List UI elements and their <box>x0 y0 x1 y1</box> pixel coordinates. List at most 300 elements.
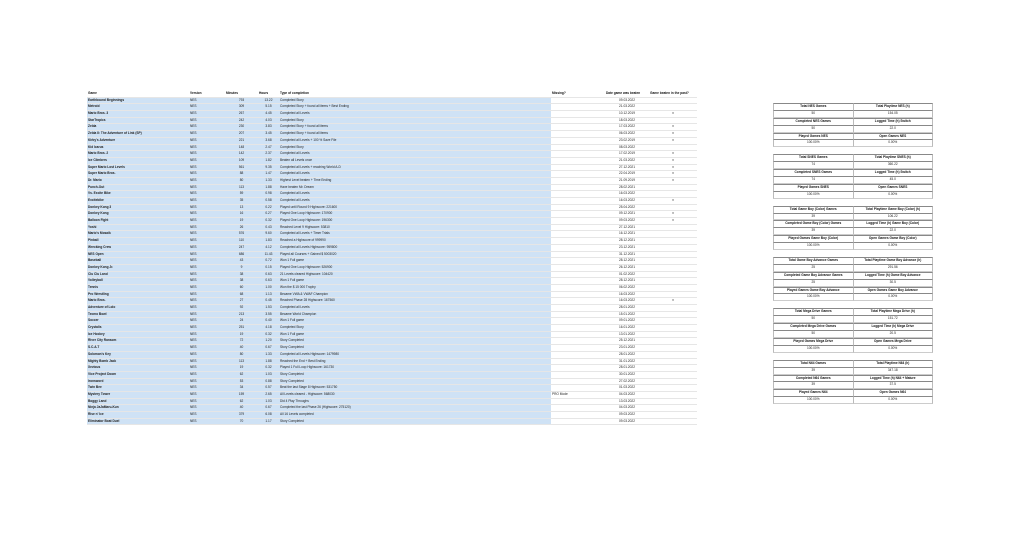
table-row[interactable] <box>87 371 697 378</box>
stats-label[interactable]: Logged Time (h) Switch <box>854 118 934 126</box>
stats-label[interactable]: Played Games Game Boy (Color) <box>773 235 854 243</box>
cell-date[interactable]: 09.03.2022 <box>605 418 649 425</box>
cell-hours[interactable]: 2.37 <box>258 151 279 158</box>
cell-hours[interactable]: 1.53 <box>258 305 279 312</box>
cell-missing[interactable] <box>551 171 605 178</box>
cell-hours[interactable]: 5.15 <box>258 104 279 111</box>
stats-label[interactable]: Total Playtime Game Boy Advance (h) <box>854 257 934 265</box>
cell-version[interactable]: NES <box>189 418 225 425</box>
cell-game[interactable]: Baseball <box>87 258 189 265</box>
cell-missing[interactable] <box>551 224 605 231</box>
cell-missing[interactable] <box>551 151 605 158</box>
cell-type[interactable]: Story Completed <box>279 418 551 425</box>
cell-hours[interactable]: 1.88 <box>258 358 279 365</box>
cell-version[interactable]: NES <box>189 264 225 271</box>
cell-game[interactable]: Ice Climbers <box>87 157 189 164</box>
cell-hours[interactable]: 0.98 <box>258 191 279 198</box>
cell-past[interactable] <box>649 144 697 151</box>
cell-hours[interactable]: 0.63 <box>258 271 279 278</box>
cell-past[interactable] <box>649 291 697 298</box>
cell-date[interactable]: 23.01.2022 <box>605 345 649 352</box>
stats-value[interactable]: 0.00% <box>854 294 934 301</box>
stats-label[interactable]: Total Playtime NES (h) <box>854 103 934 111</box>
cell-minutes[interactable]: 80 <box>225 351 258 358</box>
cell-hours[interactable]: 3.45 <box>258 131 279 138</box>
cell-version[interactable]: NES <box>189 238 225 245</box>
cell-game[interactable]: Zelda II: The Adventure of Link (SP) <box>87 131 189 138</box>
cell-version[interactable]: NES <box>189 351 225 358</box>
cell-version[interactable]: NES <box>189 164 225 171</box>
stats-value[interactable]: 106.22 <box>854 214 934 221</box>
stats-label[interactable]: Open Games Game Boy Advance <box>854 287 934 295</box>
cell-missing[interactable] <box>551 258 605 265</box>
cell-date[interactable]: 28.01.2022 <box>605 365 649 372</box>
cell-version[interactable]: NES <box>189 412 225 419</box>
stats-label[interactable]: Total NES Games <box>773 103 854 111</box>
cell-type[interactable]: Completed Story + found all items <box>279 124 551 131</box>
cell-type[interactable]: Completed all Levels <box>279 151 551 158</box>
cell-type[interactable]: Beaten all Levels once <box>279 157 551 164</box>
stats-value[interactable]: 45.0 <box>854 177 934 184</box>
table-row[interactable] <box>87 111 697 118</box>
stats-value[interactable]: 50 <box>773 126 854 133</box>
cell-past[interactable]: x <box>649 137 697 144</box>
cell-missing[interactable] <box>551 244 605 251</box>
cell-type[interactable]: All 16 Levels completed <box>279 412 551 419</box>
cell-version[interactable]: NES <box>189 318 225 325</box>
cell-type[interactable]: Reached Phase 28 Highscore: 167560 <box>279 298 551 305</box>
cell-date[interactable]: 21.03.2022 <box>605 157 649 164</box>
cell-past[interactable] <box>649 412 697 419</box>
cell-version[interactable]: NES <box>189 124 225 131</box>
cell-minutes[interactable]: 38 <box>225 278 258 285</box>
cell-type[interactable]: Reached a Highscore of 999990 <box>279 238 551 245</box>
cell-hours[interactable]: 0.40 <box>258 318 279 325</box>
cell-missing[interactable] <box>551 331 605 338</box>
cell-game[interactable]: Clu Clu Land <box>87 271 189 278</box>
cell-version[interactable]: NES <box>189 184 225 191</box>
cell-date[interactable]: 25.04.2022 <box>605 204 649 211</box>
stats-label[interactable]: Open Games N64 <box>854 389 934 397</box>
cell-hours[interactable]: 0.57 <box>258 385 279 392</box>
header-version[interactable]: Version <box>189 91 225 97</box>
cell-version[interactable]: NES <box>189 244 225 251</box>
cell-missing[interactable] <box>551 157 605 164</box>
cell-game[interactable]: Boggy Land <box>87 398 189 405</box>
cell-past[interactable] <box>649 258 697 265</box>
cell-hours[interactable]: 9.60 <box>258 231 279 238</box>
stats-value[interactable]: 50 <box>773 331 854 338</box>
stats-value[interactable]: 100.00% <box>773 397 854 404</box>
stats-label[interactable]: Played Games SNES <box>773 184 854 192</box>
stats-value[interactable]: 74 <box>773 162 854 169</box>
cell-missing[interactable] <box>551 298 605 305</box>
cell-date[interactable]: 06.03.2022 <box>605 131 649 138</box>
cell-past[interactable] <box>649 311 697 318</box>
header-hours[interactable]: Hours <box>258 91 279 97</box>
stats-value[interactable]: 0.00% <box>854 140 934 147</box>
cell-game[interactable]: Ninja JaJaMaru-Kun <box>87 405 189 412</box>
table-row[interactable] <box>87 117 697 124</box>
cell-minutes[interactable]: 13 <box>225 204 258 211</box>
stats-label[interactable]: Logged Time (h) Mega Drive <box>854 323 934 331</box>
cell-minutes[interactable]: 221 <box>225 137 258 144</box>
stats-label[interactable]: Played Games Mega Drive <box>773 338 854 346</box>
cell-game[interactable]: Super Mario Lost Levels <box>87 164 189 171</box>
cell-past[interactable]: x <box>649 111 697 118</box>
cell-type[interactable]: Played all Courses + Gained $ 5003020 <box>279 251 551 258</box>
cell-minutes[interactable]: 92 <box>225 305 258 312</box>
table-row[interactable] <box>87 358 697 365</box>
cell-game[interactable]: StarTropics <box>87 117 189 124</box>
cell-type[interactable]: Completed all Levels + Timer Trials <box>279 231 551 238</box>
cell-past[interactable]: x <box>649 177 697 184</box>
cell-past[interactable]: x <box>649 218 697 225</box>
table-row[interactable] <box>87 385 697 392</box>
cell-past[interactable] <box>649 405 697 412</box>
table-row[interactable] <box>87 244 697 251</box>
cell-version[interactable]: NES <box>189 371 225 378</box>
cell-minutes[interactable]: 148 <box>225 144 258 151</box>
cell-hours[interactable]: 1.03 <box>258 398 279 405</box>
cell-version[interactable]: NES <box>189 291 225 298</box>
cell-date[interactable]: 13.01.2022 <box>605 331 649 338</box>
cell-game[interactable]: Dr. Mario <box>87 177 189 184</box>
table-row[interactable] <box>87 171 697 178</box>
cell-hours[interactable]: 0.67 <box>258 405 279 412</box>
stats-value[interactable]: 100.00% <box>773 192 854 199</box>
cell-minutes[interactable]: 142 <box>225 151 258 158</box>
cell-hours[interactable]: 4.45 <box>258 111 279 118</box>
cell-date[interactable]: 28.12.2021 <box>605 238 649 245</box>
cell-hours[interactable]: 1.00 <box>258 284 279 291</box>
cell-hours[interactable]: 6.08 <box>258 412 279 419</box>
stats-label[interactable]: Completed N64 Games <box>773 375 854 383</box>
stats-label[interactable]: Completed SNES Games <box>773 169 854 177</box>
cell-date[interactable]: 16.12.2021 <box>605 231 649 238</box>
cell-type[interactable]: Won 1 Full game <box>279 278 551 285</box>
cell-date[interactable]: 16.03.2022 <box>605 298 649 305</box>
cell-minutes[interactable]: 793 <box>225 97 258 104</box>
stats-value[interactable]: 347.18 <box>854 368 934 375</box>
cell-hours[interactable]: 1.88 <box>258 184 279 191</box>
table-row[interactable] <box>87 144 697 151</box>
cell-hours[interactable]: 0.72 <box>258 258 279 265</box>
cell-hours[interactable]: 0.67 <box>258 345 279 352</box>
cell-missing[interactable] <box>551 218 605 225</box>
table-row[interactable] <box>87 345 697 352</box>
cell-missing[interactable] <box>551 111 605 118</box>
cell-version[interactable]: NES <box>189 137 225 144</box>
stats-value[interactable]: 50 <box>773 316 854 323</box>
cell-missing[interactable] <box>551 412 605 419</box>
cell-game[interactable]: Adventure of Lolo <box>87 305 189 312</box>
cell-hours[interactable]: 1.17 <box>258 418 279 425</box>
cell-game[interactable]: Solomon's Key <box>87 351 189 358</box>
cell-missing[interactable] <box>551 184 605 191</box>
cell-hours[interactable]: 0.15 <box>258 264 279 271</box>
stats-label[interactable]: Completed Mega Drive Games <box>773 323 854 331</box>
cell-hours[interactable]: 13.22 <box>258 97 279 104</box>
cell-hours[interactable]: 1.33 <box>258 351 279 358</box>
cell-minutes[interactable]: 40 <box>225 345 258 352</box>
cell-date[interactable]: 01.02.2022 <box>605 271 649 278</box>
table-row[interactable] <box>87 131 697 138</box>
cell-version[interactable]: NES <box>189 325 225 332</box>
cell-minutes[interactable]: 213 <box>225 311 258 318</box>
cell-game[interactable]: Mighty Bomb Jack <box>87 358 189 365</box>
cell-date[interactable]: 04.03.2022 <box>605 391 649 398</box>
cell-game[interactable]: Zelda <box>87 124 189 131</box>
cell-missing[interactable] <box>551 131 605 138</box>
cell-type[interactable]: Played One Loop Highscore: 170900 <box>279 211 551 218</box>
header-game[interactable]: Game <box>87 91 189 97</box>
cell-hours[interactable]: 0.22 <box>258 204 279 211</box>
stats-label[interactable]: Completed Game Boy (Color) Games <box>773 220 854 228</box>
cell-game[interactable]: Vice Project Doom <box>87 371 189 378</box>
cell-hours[interactable]: 1.83 <box>258 238 279 245</box>
stats-label[interactable]: Total Playtime Game Boy (Color) (h) <box>854 206 934 214</box>
cell-date[interactable]: 16.01.2022 <box>605 325 649 332</box>
cell-past[interactable] <box>649 184 697 191</box>
cell-game[interactable]: Wrecking Crew <box>87 244 189 251</box>
stats-label[interactable]: Played Games NES <box>773 133 854 141</box>
cell-minutes[interactable]: 27 <box>225 298 258 305</box>
cell-minutes[interactable]: 576 <box>225 231 258 238</box>
cell-hours[interactable]: 1.82 <box>258 157 279 164</box>
table-row[interactable] <box>87 137 697 144</box>
cell-hours[interactable]: 1.13 <box>258 291 279 298</box>
header-type[interactable]: Type of completion <box>279 91 551 97</box>
cell-date[interactable]: 16.03.2022 <box>605 198 649 205</box>
table-row[interactable] <box>87 177 697 184</box>
cell-past[interactable] <box>649 224 697 231</box>
cell-version[interactable]: NES <box>189 97 225 104</box>
cell-type[interactable]: Won 1 Full game <box>279 331 551 338</box>
table-row[interactable] <box>87 331 697 338</box>
cell-missing[interactable] <box>551 191 605 198</box>
cell-version[interactable]: NES <box>189 224 225 231</box>
cell-date[interactable]: 16.03.2022 <box>605 291 649 298</box>
cell-version[interactable]: NES <box>189 218 225 225</box>
cell-game[interactable]: Ironsword <box>87 378 189 385</box>
cell-type[interactable]: Completed all Levels <box>279 191 551 198</box>
stats-value[interactable]: 0.00% <box>854 346 934 353</box>
cell-past[interactable] <box>649 331 697 338</box>
table-row[interactable] <box>87 311 697 318</box>
stats-label[interactable]: Logged Time (h) Game Boy Advance <box>854 272 934 280</box>
table-row[interactable] <box>87 271 697 278</box>
cell-date[interactable]: 28.01.2022 <box>605 351 649 358</box>
cell-version[interactable]: NES <box>189 111 225 118</box>
cell-past[interactable] <box>649 244 697 251</box>
table-row[interactable] <box>87 258 697 265</box>
cell-type[interactable]: Completed all Levels + 100 % Save File <box>279 137 551 144</box>
stats-value[interactable]: 151.72 <box>854 316 934 323</box>
cell-hours[interactable]: 3.55 <box>258 311 279 318</box>
cell-version[interactable]: NES <box>189 191 225 198</box>
cell-game[interactable]: Crystalis <box>87 325 189 332</box>
cell-version[interactable]: NES <box>189 378 225 385</box>
cell-past[interactable] <box>649 305 697 312</box>
cell-hours[interactable]: 4.18 <box>258 325 279 332</box>
cell-game[interactable]: Twin Bee <box>87 385 189 392</box>
cell-hours[interactable]: 1.47 <box>258 171 279 178</box>
cell-missing[interactable]: PRO Mode <box>551 391 605 398</box>
cell-missing[interactable] <box>551 104 605 111</box>
cell-type[interactable]: Completed Story <box>279 117 551 124</box>
cell-minutes[interactable]: 309 <box>225 104 258 111</box>
cell-type[interactable]: Completed all Levels Highscore: 1479980 <box>279 351 551 358</box>
cell-minutes[interactable]: 34 <box>225 385 258 392</box>
cell-date[interactable]: 04.03.2022 <box>605 405 649 412</box>
cell-past[interactable] <box>649 104 697 111</box>
cell-minutes[interactable]: 43 <box>225 258 258 265</box>
cell-past[interactable] <box>649 345 697 352</box>
stats-label[interactable]: Total N64 Games <box>773 360 854 368</box>
cell-minutes[interactable]: 207 <box>225 131 258 138</box>
cell-game[interactable]: Volleyball <box>87 278 189 285</box>
stats-value[interactable]: 20.5 <box>854 331 934 338</box>
cell-date[interactable]: 17.03.2022 <box>605 124 649 131</box>
stats-label[interactable]: Logged Time (h) N64 + Mature <box>854 375 934 383</box>
stats-label[interactable]: Logged Time (h) Game Boy (Color) <box>854 220 934 228</box>
cell-version[interactable]: NES <box>189 398 225 405</box>
cell-game[interactable]: Metroid <box>87 104 189 111</box>
cell-version[interactable]: NES <box>189 365 225 372</box>
cell-date[interactable]: 16.03.2022 <box>605 191 649 198</box>
cell-version[interactable]: NES <box>189 298 225 305</box>
cell-past[interactable]: x <box>649 151 697 158</box>
cell-past[interactable] <box>649 264 697 271</box>
cell-type[interactable]: Played One Loop Highscore: 526900 <box>279 264 551 271</box>
cell-type[interactable]: Highest Level beaten + Time Ending <box>279 177 551 184</box>
header-past[interactable]: Game beaten in the past? <box>649 91 697 97</box>
cell-type[interactable]: Played until Round 9 Highscore: 221600 <box>279 204 551 211</box>
cell-past[interactable] <box>649 371 697 378</box>
cell-version[interactable]: NES <box>189 198 225 205</box>
stats-label[interactable]: Completed NES Games <box>773 118 854 126</box>
cell-date[interactable]: 28.12.2021 <box>605 258 649 265</box>
cell-minutes[interactable]: 68 <box>225 291 258 298</box>
cell-date[interactable]: 09.03.2022 <box>605 97 649 104</box>
cell-minutes[interactable]: 88 <box>225 171 258 178</box>
cell-version[interactable]: NES <box>189 177 225 184</box>
cell-missing[interactable] <box>551 198 605 205</box>
cell-past[interactable] <box>649 238 697 245</box>
cell-past[interactable]: x <box>649 298 697 305</box>
cell-hours[interactable]: 0.58 <box>258 198 279 205</box>
table-row[interactable] <box>87 164 697 171</box>
cell-type[interactable]: All Levels cleared - Highscore: 568030 <box>279 391 551 398</box>
cell-game[interactable]: Rise n' Ice <box>87 412 189 419</box>
cell-missing[interactable] <box>551 124 605 131</box>
stats-value[interactable]: 0.00% <box>854 243 934 250</box>
table-row[interactable] <box>87 184 697 191</box>
cell-minutes[interactable]: 53 <box>225 378 258 385</box>
cell-date[interactable]: 27.02.2022 <box>605 378 649 385</box>
cell-version[interactable]: NES <box>189 131 225 138</box>
cell-missing[interactable] <box>551 385 605 392</box>
cell-game[interactable]: Kid Icarus <box>87 144 189 151</box>
cell-type[interactable]: Completed Story <box>279 97 551 104</box>
table-row[interactable] <box>87 405 697 412</box>
stats-label[interactable]: Total Mega Drive Games <box>773 308 854 316</box>
cell-game[interactable]: Donkey Kong <box>87 211 189 218</box>
stats-value[interactable]: 39 <box>773 368 854 375</box>
table-row[interactable] <box>87 104 697 111</box>
cell-type[interactable]: Became VWA & VWAF Champion <box>279 291 551 298</box>
cell-game[interactable]: Soccer <box>87 318 189 325</box>
cell-version[interactable]: NES <box>189 117 225 124</box>
table-row[interactable] <box>87 351 697 358</box>
cell-version[interactable]: NES <box>189 104 225 111</box>
cell-minutes[interactable]: 19 <box>225 331 258 338</box>
cell-minutes[interactable]: 110 <box>225 238 258 245</box>
cell-date[interactable]: 09.01.2022 <box>605 318 649 325</box>
stats-label[interactable]: Logged Time (h) Switch <box>854 169 934 177</box>
stats-value[interactable]: 100.00% <box>773 346 854 353</box>
cell-past[interactable]: x <box>649 171 697 178</box>
cell-past[interactable] <box>649 378 697 385</box>
cell-hours[interactable]: 0.45 <box>258 298 279 305</box>
cell-past[interactable] <box>649 231 697 238</box>
cell-game[interactable]: NES Open <box>87 251 189 258</box>
cell-past[interactable] <box>649 385 697 392</box>
cell-minutes[interactable]: 242 <box>225 117 258 124</box>
cell-past[interactable] <box>649 271 697 278</box>
cell-missing[interactable] <box>551 251 605 258</box>
cell-date[interactable]: 23.12.2021 <box>605 244 649 251</box>
cell-version[interactable]: NES <box>189 157 225 164</box>
cell-date[interactable]: 18.03.2022 <box>605 117 649 124</box>
table-row[interactable] <box>87 305 697 312</box>
cell-missing[interactable] <box>551 284 605 291</box>
cell-date[interactable]: 21.09.2019 <box>605 177 649 184</box>
cell-missing[interactable] <box>551 271 605 278</box>
cell-date[interactable]: 22.04.2019 <box>605 171 649 178</box>
cell-minutes[interactable]: 60 <box>225 284 258 291</box>
cell-type[interactable]: Story Completed <box>279 338 551 345</box>
table-row[interactable] <box>87 204 697 211</box>
cell-type[interactable]: Played One Loop Highscore: 196300 <box>279 218 551 225</box>
cell-missing[interactable] <box>551 238 605 245</box>
cell-hours[interactable]: 3.83 <box>258 124 279 131</box>
stats-label[interactable]: Total Playtime SNES (h) <box>854 154 934 162</box>
cell-version[interactable]: NES <box>189 251 225 258</box>
cell-missing[interactable] <box>551 231 605 238</box>
cell-missing[interactable] <box>551 325 605 332</box>
cell-type[interactable]: Completed Story + found all items + Best Ending <box>279 104 551 111</box>
cell-game[interactable]: Ice Hockey <box>87 331 189 338</box>
cell-type[interactable]: Story Completed <box>279 345 551 352</box>
cell-hours[interactable]: 4.03 <box>258 117 279 124</box>
cell-missing[interactable] <box>551 264 605 271</box>
stats-value[interactable]: 50 <box>773 111 854 118</box>
cell-past[interactable] <box>649 351 697 358</box>
stats-label[interactable]: Total Game Boy (Color) Games <box>773 206 854 214</box>
table-row[interactable] <box>87 124 697 131</box>
cell-past[interactable]: x <box>649 198 697 205</box>
cell-version[interactable]: NES <box>189 231 225 238</box>
stats-label[interactable]: Total SNES Games <box>773 154 854 162</box>
cell-type[interactable]: Completed Story + found all items <box>279 131 551 138</box>
stats-value[interactable]: 30.5 <box>854 280 934 287</box>
cell-game[interactable]: Yoshi <box>87 224 189 231</box>
cell-minutes[interactable]: 686 <box>225 251 258 258</box>
cell-minutes[interactable]: 267 <box>225 111 258 118</box>
cell-date[interactable]: 28.01.2022 <box>605 305 649 312</box>
